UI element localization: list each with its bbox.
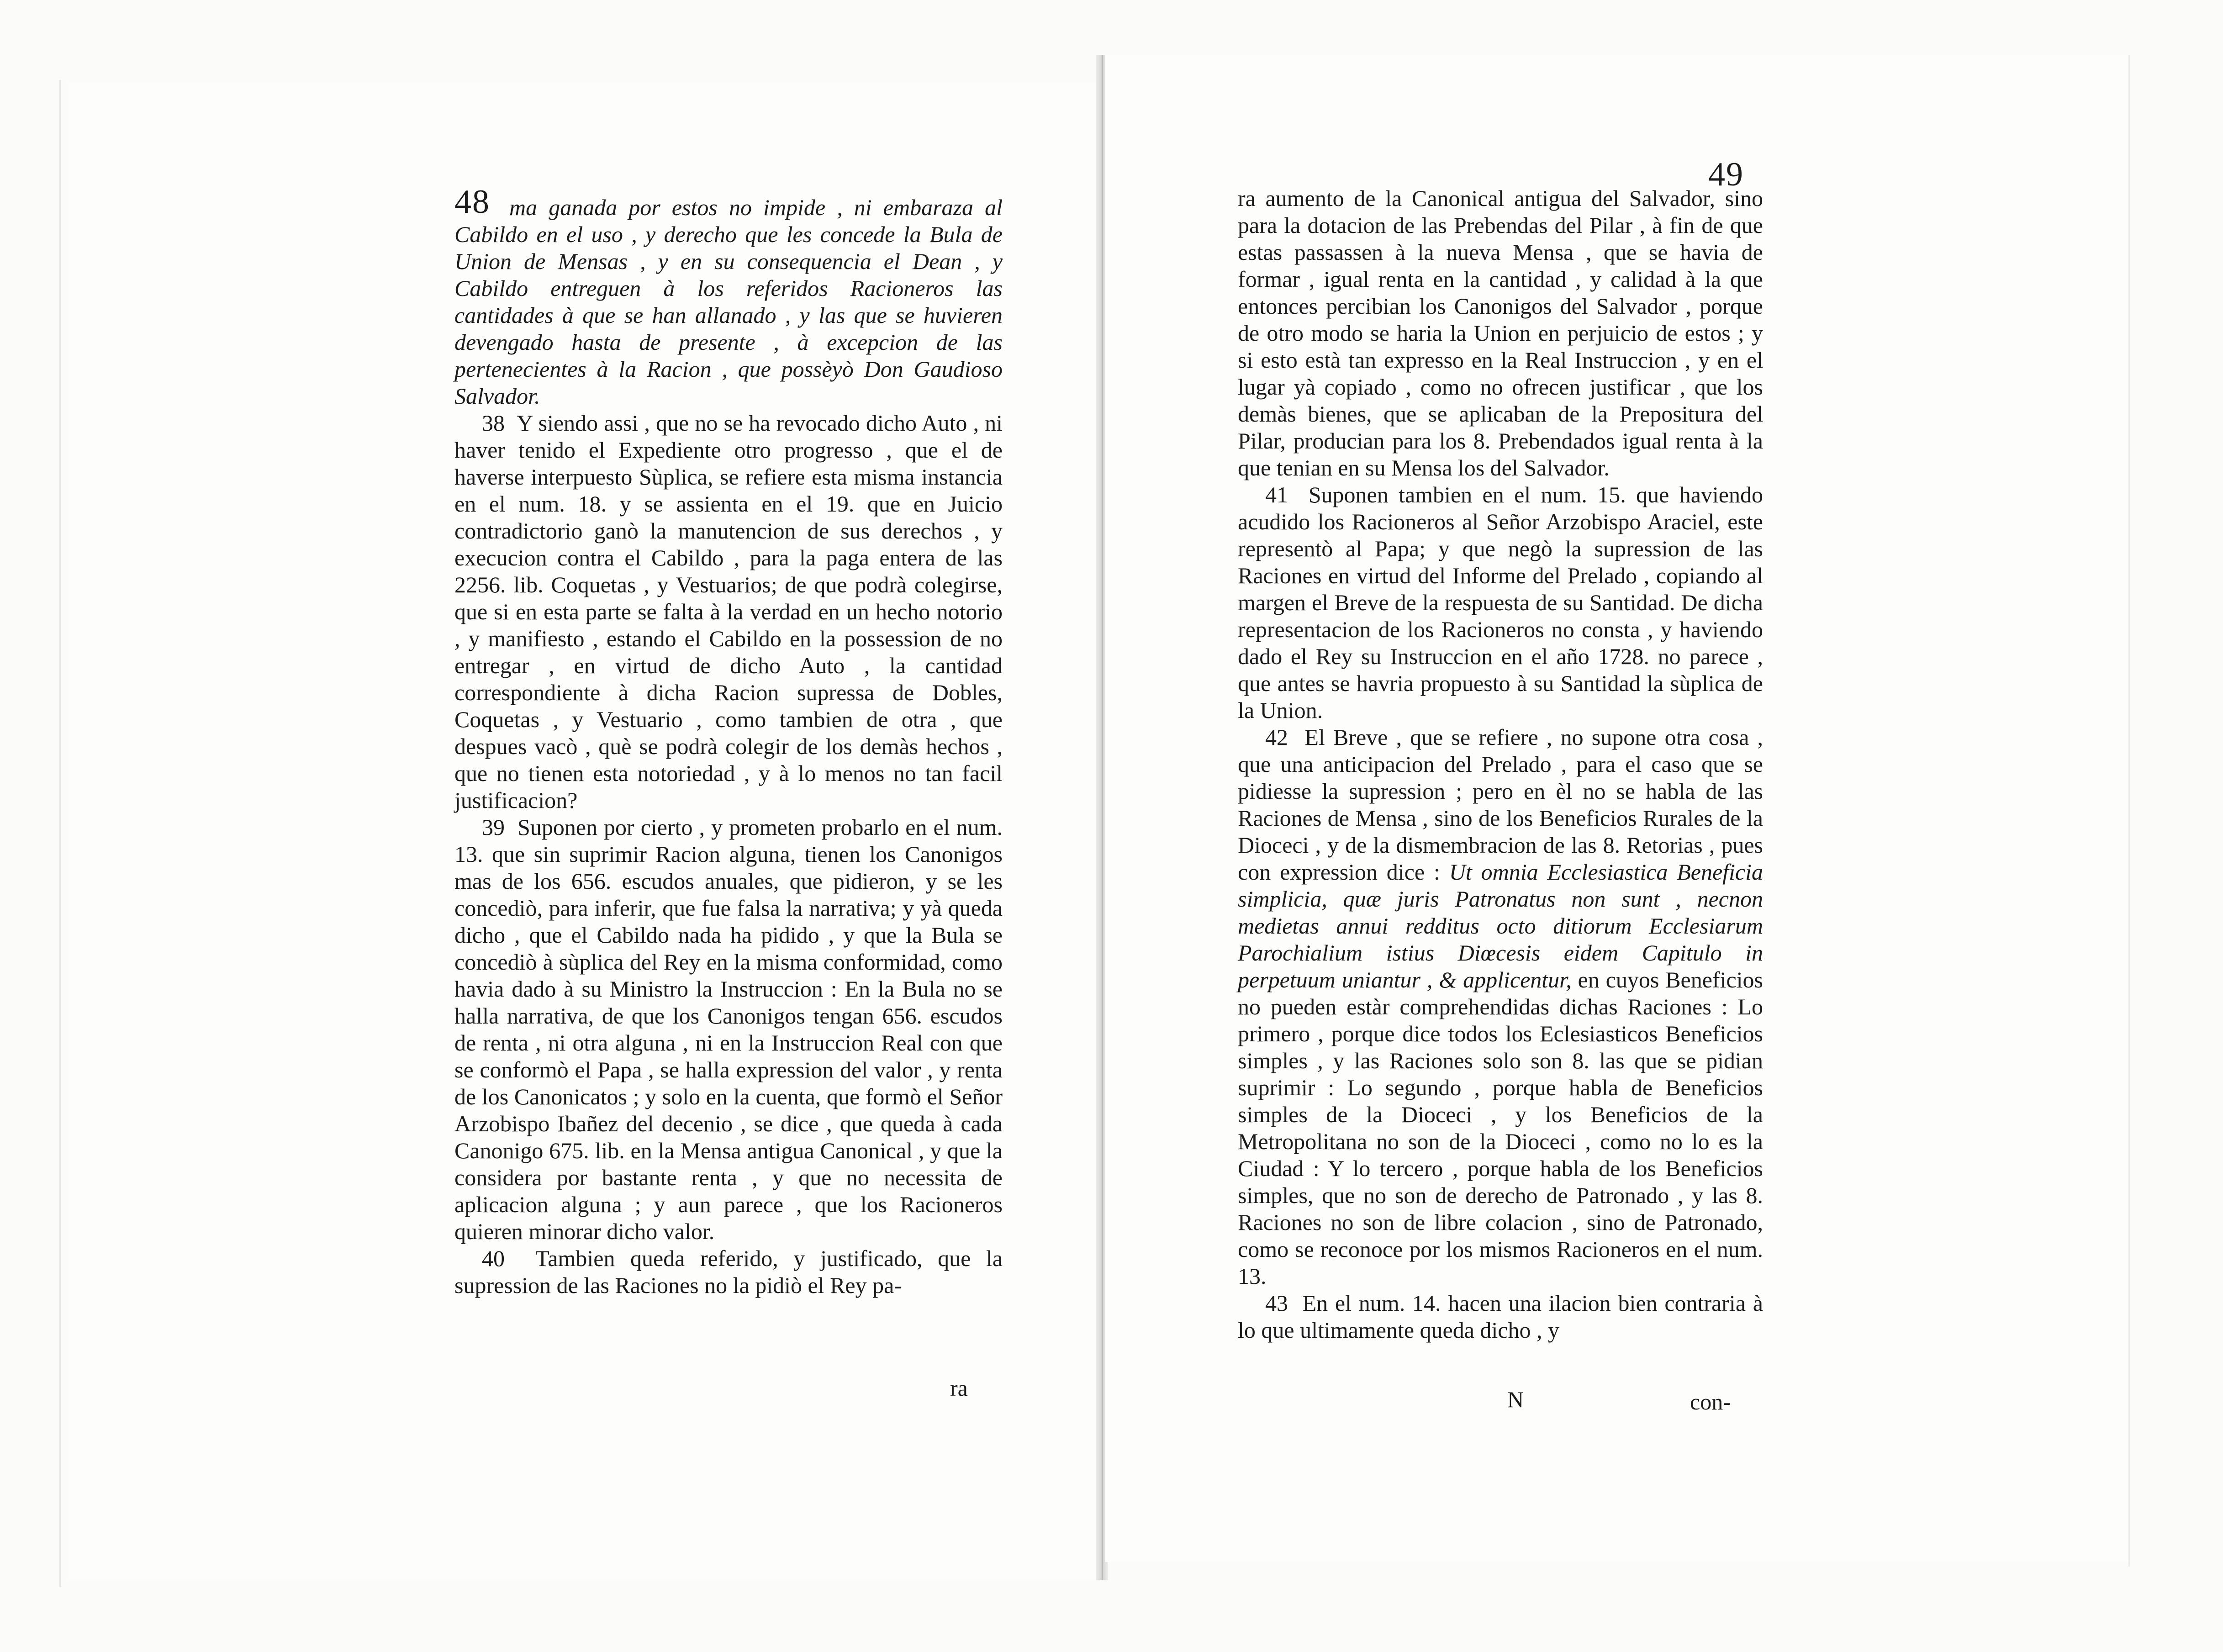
paragraph-38 (454, 410, 1003, 814)
right-page-number: 49 (1708, 156, 1744, 193)
paragraph-text-continued: en cuyos Beneficios no pueden estàr comprehendidas dichas Raciones : Lo primero , porque dice todos los Eclesiasticos Beneficios simples , y las Raciones solo son 8. las que se pidian suprimir : Lo segundo , porque habla de Beneficios simples de la Dioceci , y los Beneficios de la Metropolitana no son de la Dioceci , como no lo es la Ciudad : Y lo tercero , porque habla de los Beneficios simples, que no son de derecho de Patronado , y las 8. Raciones no son de libre colacion , sino de Patronado, como se reconoce por los mismos Racioneros en el num. 13. (1238, 967, 1764, 1289)
paragraph-41 (1238, 481, 1763, 724)
paragraph-text: ma ganada por estos no impide , ni embaraza al Cabildo en el uso , y derecho que les concede la Bula de Union de Mensas , y en su consequencia el Dean , y Cabildo entreguen à los referidos Racioneros las cantidades à que se han allanado , y las que se huvieren devengado hasta de presente , à excepcion de las pertenecientes à la Racion , que possèyò Don Gaudioso Salvador. (454, 195, 1003, 409)
paragraph-43 (1238, 1290, 1763, 1344)
paragraph-number: 40 (482, 1246, 505, 1271)
paragraph-42 (1238, 724, 1763, 1290)
left-catchword: ra (950, 1375, 968, 1401)
paragraph-number: 41 (1265, 482, 1288, 507)
signature-mark: N (1507, 1387, 1524, 1412)
paragraph-text: ra aumento de la Canonical antigua del Salvador, sino para la dotacion de las Prebendas del Pilar , à fin de que estas passassen à la nueva Mensa , que se havia de formar , igual renta en la cantidad , y calidad à la que entonces percibian los Canonigos del Salvador , porque de otro modo se haria la Union en perjuicio de estos ; y si esto està tan expresso en la Real Instruccion , y en el lugar yà copiado , como no ofrecen justificar , que los demàs bienes, que se aplicaban de la Prepositura del Pilar, producian para los 8. Prebendados igual renta à la que tenian en su Mensa los del Salvador. (1238, 185, 1763, 480)
paragraph-text: Suponen tambien en el num. 15. que haviendo acudido los Racioneros al Señor Arzobispo Araciel, este representò al Papa; y que negò la supression de las Raciones en virtud del Informe del Prelado , copiando al margen el Breve de la respuesta de su Santidad. De dicha representacion de los Racioneros no consta , y haviendo dado el Rey su Instruccion en el año 1728. no parece , que antes se havria propuesto à su Santidad la sùplica de la Union. (1238, 482, 1763, 723)
paragraph-text: Suponen por cierto , y prometen probarlo en el num. 13. que sin suprimir Racion alguna, tienen los Canonigos mas de los 656. escudos anuales, que pidieron, y se les concediò, para inferir, que fue falsa la narrativa; y yà queda dicho , que el Cabildo nada ha pidido , y que la Bula se concediò à sùplica del Rey en la misma conformidad, como havia dado à su Ministro la Instruccion : En la Bula no se halla narrativa, de que los Canonigos tengan 656. escudos de renta , ni otra alguna , ni en la Instruccion Real con que se conformò el Papa , se halla expression del valor , y renta de los Canonicatos ; y solo en la cuenta, que formò el Señor Arzobispo Ibañez del decenio , se dice , que queda à cada Canonigo 675. lib. en la Mensa antigua Canonical , y que la considera por bastante renta , y que no necessita de aplicacion alguna ; y aun parece , que los Racioneros quieren minorar dicho valor. (454, 814, 1003, 1244)
paragraph-text: El Breve , que se refiere , no supone otra cosa , que una anticipacion del Prelado , para el caso que se pidiesse la supression ; pero en èl no se habla de las Raciones de Mensa , sino de los Beneficios Rurales de la Dioceci , y de la dismembracion de las 8. Retorias , pues con expression dice : (1238, 724, 1764, 885)
page-edge-right (2128, 55, 2130, 1567)
paragraph-text: Y siendo assi , que no se ha revocado dicho Auto , ni haver tenido el Expediente otro progresso , que el de haverse interpuesto Sùplica, se refiere esta misma instancia en el num. 18. y se assienta en el 19. que en Juicio contradictorio ganò la manutencion de sus derechos , y execucion contra el Cabildo , para la paga entera de las 2256. lib. Coquetas , y Vestuarios; de que podrà colegirse, que si en esta parte se falta à la verdad en un hecho notorio , y manifiesto , estando el Cabildo en la possession de no entregar , en virtud de dicho Auto , la cantidad correspondiente à dicha Racion supressa de Dobles, Coquetas , y Vestuario , como tambien de otra , que despues vacò , què se podrà colegir de los demàs hechos , que no tienen esta notoriedad , y à lo menos no tan facil justificacion? (454, 410, 1003, 813)
left-page-text (454, 194, 1003, 1299)
paragraph-40-continuation (1238, 185, 1763, 481)
right-catchword: con- (1690, 1389, 1731, 1414)
latin-quotation: Ut omnia Ecclesiastica Beneficia simplicia, quæ juris Patronatus non sunt , necnon medietas annui redditus octo ditiorum Ecclesiarum Parochialium istius Diœcesis eidem Capitulo in perpetuum uniantur , & applicentur, (1238, 859, 1764, 992)
paragraph-number: 39 (482, 814, 505, 840)
paragraph-40 (454, 1245, 1003, 1299)
paragraph-text: Tambien queda referido, y justificado, que la supression de las Raciones no la pidiò el Rey pa- (454, 1246, 1003, 1298)
paragraph-37-continuation (454, 194, 1003, 410)
paragraph-text: En el num. 14. hacen una ilacion bien contraria à lo que ultimamente queda dicho , y (1238, 1290, 1763, 1343)
right-page-text (1238, 185, 1763, 1344)
paragraph-39 (454, 814, 1003, 1245)
page-edge-left (59, 80, 61, 1587)
paragraph-number: 42 (1265, 724, 1288, 750)
left-page-number: 48 (454, 183, 490, 221)
paragraph-number: 38 (482, 410, 505, 436)
paragraph-number: 43 (1265, 1290, 1288, 1316)
